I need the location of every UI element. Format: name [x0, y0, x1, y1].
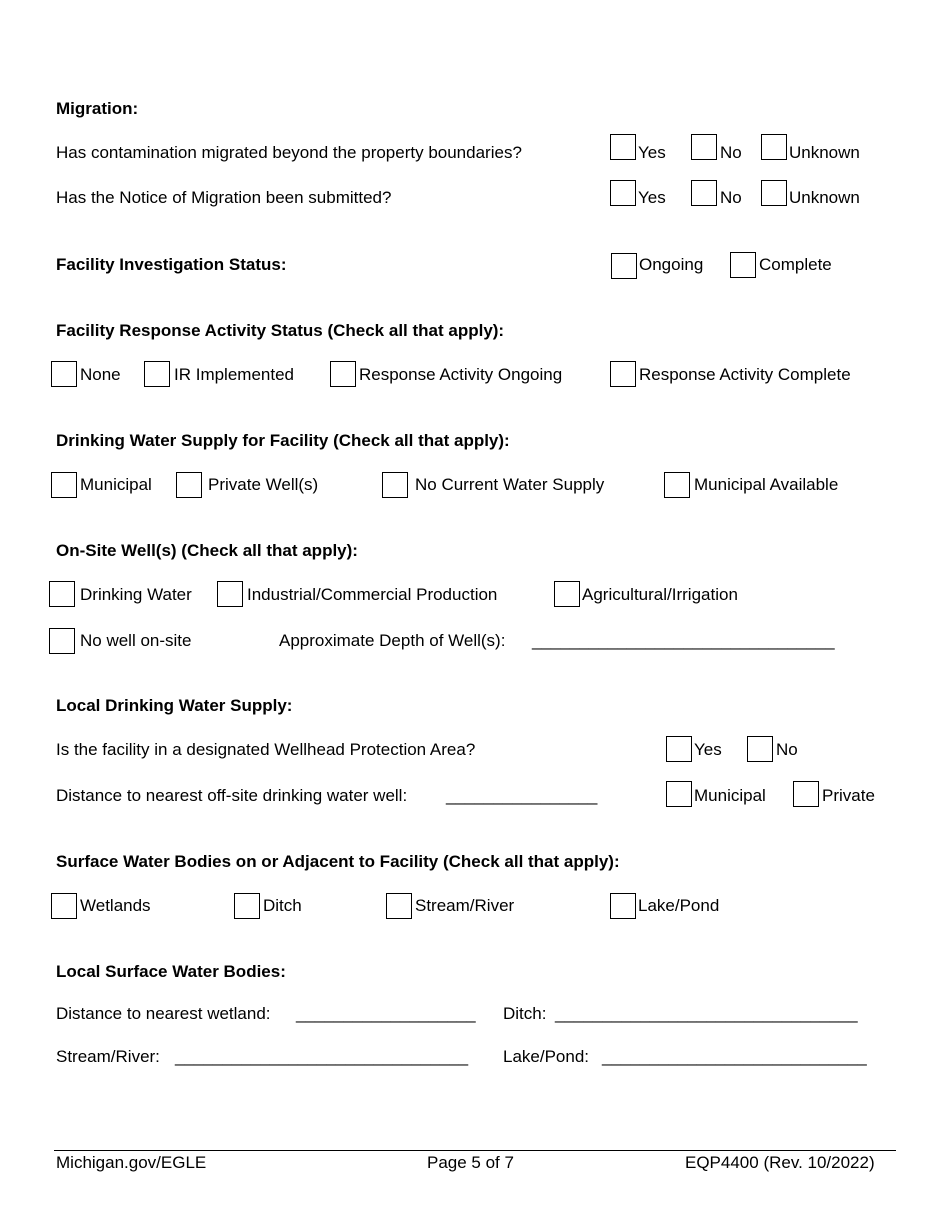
investigation-complete-checkbox[interactable] — [730, 252, 756, 278]
drinking-private-wells-checkbox[interactable] — [176, 472, 202, 498]
lake-distance-input-line[interactable]: ____________________________ — [602, 1047, 867, 1066]
migrated-unknown-label: Unknown — [789, 143, 860, 162]
migrated-unknown-checkbox[interactable] — [761, 134, 787, 160]
onsite-industrial-checkbox[interactable] — [217, 581, 243, 607]
well-municipal-label: Municipal — [694, 786, 766, 805]
surface-lake-label: Lake/Pond — [638, 896, 720, 915]
drinking-no-current-checkbox[interactable] — [382, 472, 408, 498]
drinking-municipal-available-label: Municipal Available — [694, 475, 839, 494]
footer-website: Michigan.gov/EGLE — [56, 1153, 207, 1172]
well-private-label: Private — [822, 786, 875, 805]
onsite-agricultural-checkbox[interactable] — [554, 581, 580, 607]
notice-no-label: No — [720, 188, 742, 207]
investigation-complete-label: Complete — [759, 255, 832, 274]
response-ir-checkbox[interactable] — [144, 361, 170, 387]
local-drinking-heading: Local Drinking Water Supply: — [56, 696, 293, 715]
well-municipal-checkbox[interactable] — [666, 781, 692, 807]
response-complete-checkbox[interactable] — [610, 361, 636, 387]
onsite-drinking-checkbox[interactable] — [49, 581, 75, 607]
onsite-no-well-checkbox[interactable] — [49, 628, 75, 654]
stream-distance-input-line[interactable]: _______________________________ — [175, 1047, 469, 1066]
footer-form-id: EQP4400 (Rev. 10/2022) — [685, 1153, 875, 1172]
notice-yes-checkbox[interactable] — [610, 180, 636, 206]
ditch-distance-label: Ditch: — [503, 1004, 547, 1023]
lake-distance-label: Lake/Pond: — [503, 1047, 590, 1066]
drinking-municipal-available-checkbox[interactable] — [664, 472, 690, 498]
drinking-municipal-checkbox[interactable] — [51, 472, 77, 498]
onsite-industrial-label: Industrial/Commercial Production — [247, 585, 498, 604]
notice-yes-label: Yes — [638, 188, 666, 207]
well-private-checkbox[interactable] — [793, 781, 819, 807]
wetland-distance-label: Distance to nearest wetland: — [56, 1004, 271, 1023]
ditch-distance-input-line[interactable]: ________________________________ — [555, 1004, 858, 1023]
surface-stream-label: Stream/River — [415, 896, 515, 915]
response-ir-label: IR Implemented — [174, 365, 294, 384]
distance-well-input-line[interactable]: ________________ — [446, 786, 598, 805]
notice-unknown-checkbox[interactable] — [761, 180, 787, 206]
notice-no-checkbox[interactable] — [691, 180, 717, 206]
surface-wetlands-checkbox[interactable] — [51, 893, 77, 919]
drinking-no-current-label: No Current Water Supply — [415, 475, 605, 494]
depth-label: Approximate Depth of Well(s): — [279, 631, 506, 650]
surface-ditch-checkbox[interactable] — [234, 893, 260, 919]
response-heading: Facility Response Activity Status (Check all that apply): — [56, 321, 505, 340]
wellhead-no-checkbox[interactable] — [747, 736, 773, 762]
surface-lake-checkbox[interactable] — [610, 893, 636, 919]
onsite-no-well-label: No well on-site — [80, 631, 192, 650]
drinking-municipal-label: Municipal — [80, 475, 152, 494]
response-none-checkbox[interactable] — [51, 361, 77, 387]
wellhead-yes-label: Yes — [694, 740, 722, 759]
migrated-yes-label: Yes — [638, 143, 666, 162]
migrated-no-label: No — [720, 143, 742, 162]
stream-distance-label: Stream/River: — [56, 1047, 160, 1066]
notice-question: Has the Notice of Migration been submitted? — [56, 188, 392, 207]
response-none-label: None — [80, 365, 121, 384]
investigation-ongoing-label: Ongoing — [639, 255, 704, 274]
migrated-no-checkbox[interactable] — [691, 134, 717, 160]
wellhead-no-label: No — [776, 740, 798, 759]
local-surface-heading: Local Surface Water Bodies: — [56, 962, 286, 981]
investigation-heading: Facility Investigation Status: — [56, 255, 287, 274]
depth-input-line[interactable]: ________________________________ — [532, 631, 835, 650]
footer-divider — [54, 1150, 896, 1151]
response-ongoing-checkbox[interactable] — [330, 361, 356, 387]
drinking-private-wells-label: Private Well(s) — [208, 475, 319, 494]
response-complete-label: Response Activity Complete — [639, 365, 851, 384]
onsite-heading: On-Site Well(s) (Check all that apply): — [56, 541, 358, 560]
investigation-ongoing-checkbox[interactable] — [611, 253, 637, 279]
surface-wetlands-label: Wetlands — [80, 896, 151, 915]
footer-page-number: Page 5 of 7 — [427, 1153, 514, 1172]
onsite-agricultural-label: Agricultural/Irrigation — [582, 585, 738, 604]
migration-heading: Migration: — [56, 99, 139, 118]
wellhead-question: Is the facility in a designated Wellhead Protection Area? — [56, 740, 476, 759]
drinking-heading: Drinking Water Supply for Facility (Check all that apply): — [56, 431, 510, 450]
surface-ditch-label: Ditch — [263, 896, 302, 915]
surface-stream-checkbox[interactable] — [386, 893, 412, 919]
notice-unknown-label: Unknown — [789, 188, 860, 207]
migration-question: Has contamination migrated beyond the property boundaries? — [56, 143, 522, 162]
surface-heading: Surface Water Bodies on or Adjacent to Facility (Check all that apply): — [56, 852, 620, 871]
wetland-distance-input-line[interactable]: ___________________ — [296, 1004, 476, 1023]
response-ongoing-label: Response Activity Ongoing — [359, 365, 563, 384]
distance-well-label: Distance to nearest off-site drinking water well: — [56, 786, 408, 805]
wellhead-yes-checkbox[interactable] — [666, 736, 692, 762]
onsite-drinking-label: Drinking Water — [80, 585, 192, 604]
migrated-yes-checkbox[interactable] — [610, 134, 636, 160]
